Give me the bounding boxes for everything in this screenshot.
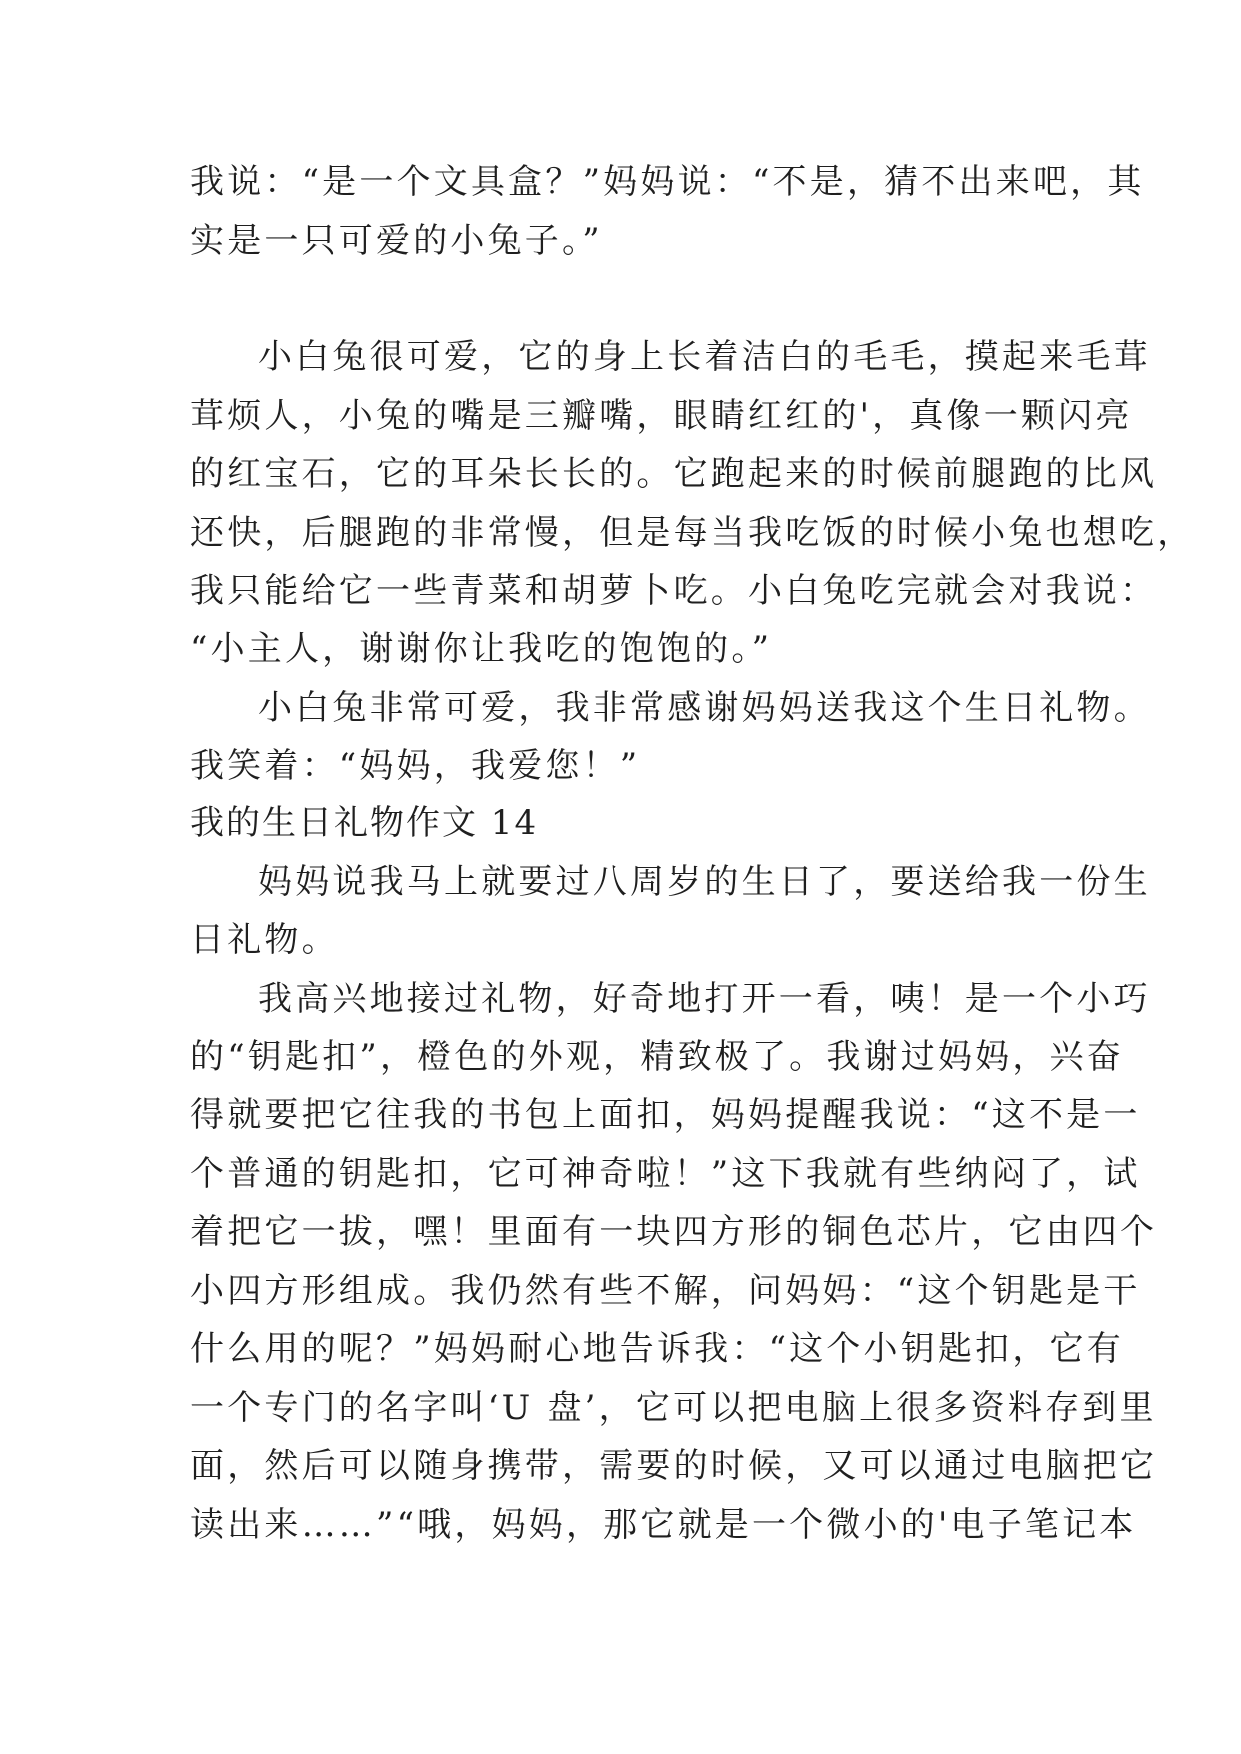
text-line: 我说：“是一个文具盒？”妈妈说：“不是，猜不出来吧，其 (190, 162, 1145, 202)
text-line: 的红宝石，它的耳朵长长的。它跑起来的时候前腿跑的比风 (190, 454, 1158, 494)
text-line: “小主人，谢谢你让我吃的饱饱的。” (190, 629, 773, 669)
section-heading: 我的生日礼物作文 14 (190, 803, 539, 843)
text-line: 一个专门的名字叫‘U 盘’，它可以把电脑上很多资料存到里 (190, 1388, 1157, 1428)
text-line: 小白兔很可爱，它的身上长着洁白的毛毛，摸起来毛茸 (258, 337, 1151, 377)
text-line: 个普通的钥匙扣，它可神奇啦！”这下我就有些纳闷了，试 (190, 1154, 1141, 1194)
text-line: 面，然后可以随身携带，需要的时候，又可以通过电脑把它 (190, 1446, 1158, 1486)
text-line: 妈妈说我马上就要过八周岁的生日了，要送给我一份生 (258, 862, 1151, 902)
text-line: 我笑着：“妈妈，我爱您！” (190, 746, 641, 786)
text-line: 我高兴地接过礼物，好奇地打开一看，咦！是一个小巧 (258, 979, 1151, 1019)
text-line: 什么用的呢？”妈妈耐心地告诉我：“这个小钥匙扣，它有 (190, 1329, 1124, 1369)
text-line: 茸烦人，小兔的嘴是三瓣嘴，眼睛红红的'，真像一颗闪亮 (190, 396, 1133, 436)
text-line: 着把它一拔，嘿！里面有一块四方形的铜色芯片，它由四个 (190, 1212, 1158, 1252)
text-line: 得就要把它往我的书包上面扣，妈妈提醒我说：“这不是一 (190, 1095, 1141, 1135)
text-line: 小四方形组成。我仍然有些不解，问妈妈：“这个钥匙是干 (190, 1271, 1141, 1311)
text-line: 小白兔非常可爱，我非常感谢妈妈送我这个生日礼物。 (258, 688, 1151, 728)
text-line: 读出来……”“哦，妈妈，那它就是一个微小的'电子笔记本 (190, 1505, 1137, 1545)
text-line: 还快，后腿跑的非常慢，但是每当我吃饭的时候小兔也想吃， (190, 513, 1195, 553)
text-line: 的“钥匙扣”，橙色的外观，精致极了。我谢过妈妈，兴奋 (190, 1037, 1124, 1077)
text-line: 日礼物。 (190, 920, 339, 960)
text-line: 我只能给它一些青菜和胡萝卜吃。小白兔吃完就会对我说： (190, 571, 1158, 611)
text-line: 实是一只可爱的小兔子。” (190, 221, 603, 261)
